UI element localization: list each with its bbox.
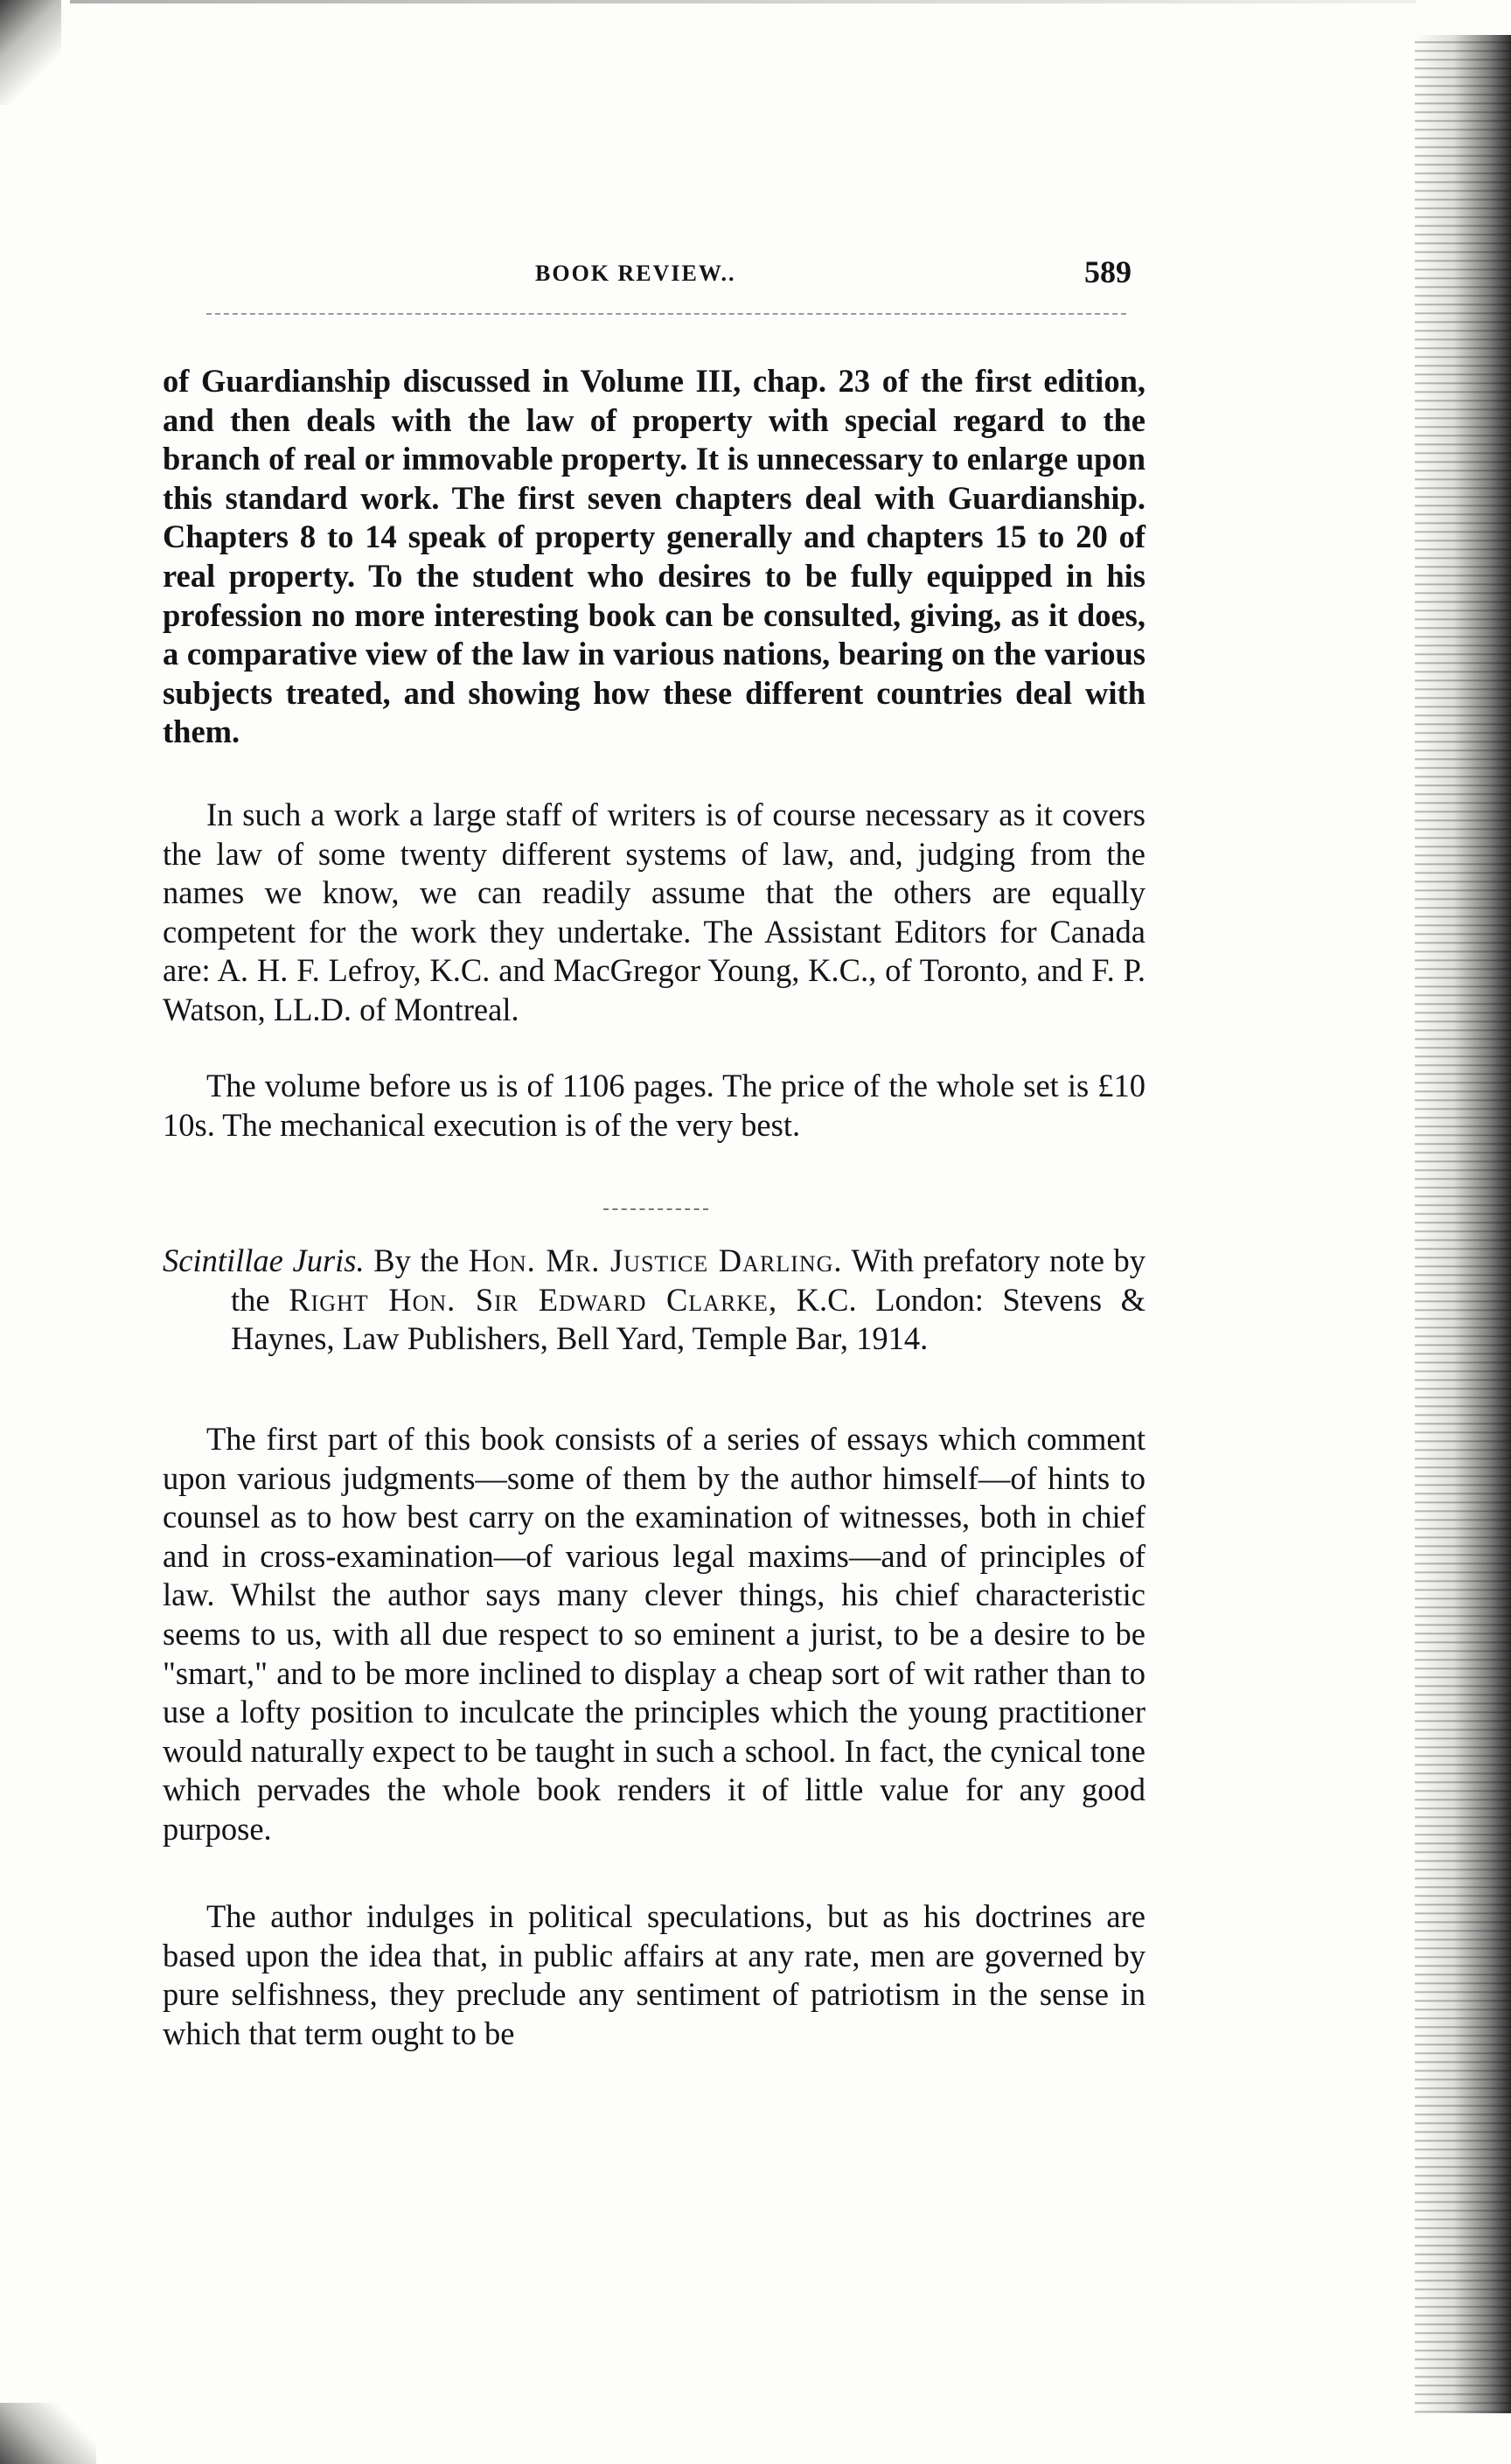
page-number: 589 bbox=[1084, 254, 1132, 289]
citation-note-author: Right Hon. Sir Edward Clarke, bbox=[289, 1281, 778, 1318]
scan-shadow-right-edge bbox=[1415, 35, 1511, 2413]
review-paragraph: The first part of this book consists of a series of essays which comment upon various judgments—some of them by the author himself—of hints to counsel as to how best carry on the examination of witnesses, both in chief and in cross-examination—of various legal maxims—and of principles of law. Whilst the author says many clever things, his chief characteristic seems to us, with all due respect to so eminent a jurist, to be a desire to be "smart," and to be more inclined to display a cheap sort of wit rather than to use a lofty position to inculcate the principles which the young practitioner would naturally expect to be taught in such a school. In fact, the cynical tone which pervades the whole book renders it of little value for any good purpose. bbox=[163, 1421, 1145, 1847]
review-paragraph: The author indulges in political speculations, but as his doctrines are based upon the idea that, in public affairs at any rate, men are governed by pure selfishness, they preclude any sentiment of patriotism in the sense in which that term ought to be bbox=[163, 1898, 1145, 2051]
paragraph-staff: In such a work a large staff of writers is of course necessary as it covers the law of some twenty different systems of law, and, judging from the names we know, we can readily assume that the others are equally competent for the work they undertake. The Assistant Editors for Canada are: A. H. F. Lefroy, K.C. and MacGregor Young, K.C., of Toronto, and F. P. Watson, LL.D. of Montreal. bbox=[163, 797, 1145, 1027]
citation-title: Scintillae Juris. bbox=[163, 1242, 365, 1278]
book-citation bbox=[163, 1242, 1145, 1359]
scan-shadow-top bbox=[70, 0, 1417, 3]
citation-author: Hon. Mr. Justice Darling. bbox=[468, 1242, 843, 1278]
scan-shadow-bottom-left bbox=[0, 2403, 96, 2464]
citation-by: By the bbox=[373, 1242, 460, 1278]
paragraph-continued: of Guardianship discussed in Volume III, chap. 23 of the first edition, and then deals with the law of property with special regard to the branch of real or immovable property. It is unnecessary to enlarge upon this standard work. The first seven chapters deal with Guardianship. Chapters 8 to 14 speak of property generally and chapters 15 to 20 of real property. To the student who desires to be fully equipped in his profession no more interesting book can be consulted, giving, as it does, a comparative view of the law in various nations, bearing on the various subjects treated, and showing how these different countries deal with them. bbox=[163, 363, 1145, 750]
scan-shadow-top-left bbox=[0, 0, 61, 105]
paragraph-volume: The volume before us is of 1106 pages. The price of the whole set is £10 10s. The mechanical execution is of the very best. bbox=[163, 1068, 1145, 1143]
running-head bbox=[0, 252, 1511, 296]
citation-publisher: K.C. London: Stevens & Haynes, Law Publishers, Bell Yard, Temple Bar, 1914. bbox=[231, 1281, 1146, 1357]
running-title: BOOK REVIEW.. bbox=[535, 261, 736, 286]
header-rule bbox=[206, 313, 1126, 315]
section-separator bbox=[603, 1208, 708, 1210]
citation-with: With prefatory note by the bbox=[231, 1242, 1146, 1318]
